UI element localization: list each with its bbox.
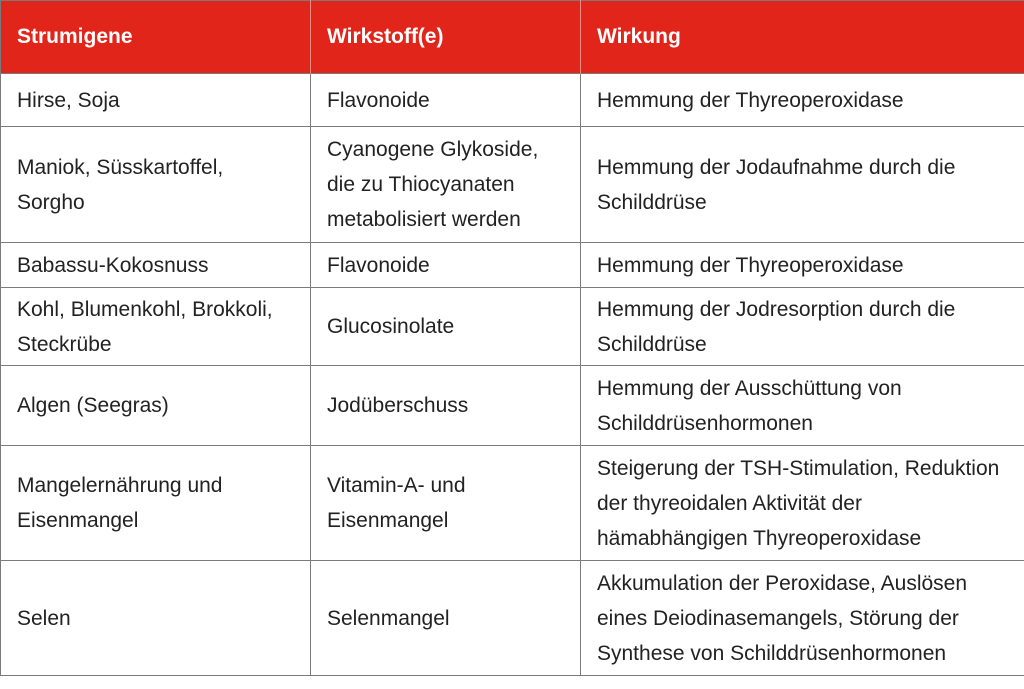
- table-row: [1, 127, 1024, 243]
- cell-wirkstoffe: Selenmangel: [311, 561, 581, 676]
- header-row: [1, 1, 1024, 74]
- cell-strumigene: Babassu-Kokosnuss: [1, 243, 311, 288]
- cell-strumigene: Hirse, Soja: [1, 74, 311, 127]
- table-row: [1, 366, 1024, 446]
- table-row: [1, 288, 1024, 366]
- header-wirkung: Wirkung: [581, 1, 1024, 74]
- header-wirkstoffe: Wirkstoff(e): [311, 1, 581, 74]
- cell-wirkung: Akkumulation der Peroxidase, Auslösen eines Deiodinasemangels, Störung der Synthese von Schilddrüsenhormonen: [581, 561, 1024, 676]
- cell-wirkung: Hemmung der Thyreoperoxidase: [581, 74, 1024, 127]
- cell-wirkstoffe: Cyanogene Glykoside, die zu Thiocyanaten metabolisiert werden: [311, 127, 581, 243]
- cell-wirkung: Hemmung der Thyreoperoxidase: [581, 243, 1024, 288]
- cell-wirkung: Hemmung der Ausschüttung von Schilddrüsenhormonen: [581, 366, 1024, 446]
- cell-wirkstoffe: Flavonoide: [311, 243, 581, 288]
- cell-strumigene: Selen: [1, 561, 311, 676]
- cell-strumigene: Maniok, Süsskartoffel, Sorgho: [1, 127, 311, 243]
- cell-strumigene: Algen (Seegras): [1, 366, 311, 446]
- header-strumigene: Strumigene: [1, 1, 311, 74]
- cell-strumigene: Kohl, Blumenkohl, Brokkoli, Steckrübe: [1, 288, 311, 366]
- cell-wirkung: Hemmung der Jodaufnahme durch die Schilddrüse: [581, 127, 1024, 243]
- table-row: [1, 446, 1024, 561]
- table-row: [1, 561, 1024, 676]
- cell-wirkstoffe: Vitamin-A- und Eisenmangel: [311, 446, 581, 561]
- table-row: [1, 243, 1024, 288]
- cell-wirkung: Hemmung der Jodresorption durch die Schilddrüse: [581, 288, 1024, 366]
- cell-wirkstoffe: Glucosinolate: [311, 288, 581, 366]
- cell-wirkstoffe: Flavonoide: [311, 74, 581, 127]
- cell-wirkung: Steigerung der TSH-Stimulation, Reduktion der thyreoidalen Aktivität der hämabhängigen Thyreoperoxidase: [581, 446, 1024, 561]
- cell-wirkstoffe: Jodüberschuss: [311, 366, 581, 446]
- table-row: [1, 74, 1024, 127]
- cell-strumigene: Mangelernährung und Eisenmangel: [1, 446, 311, 561]
